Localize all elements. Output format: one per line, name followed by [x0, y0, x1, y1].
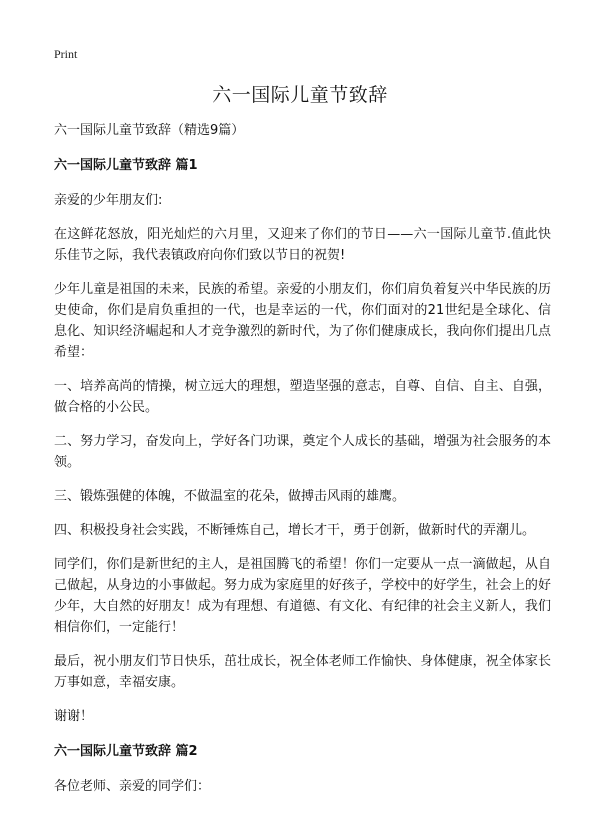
paragraph: 在这鲜花怒放，阳光灿烂的六月里，又迎来了你们的节日——六一国际儿童节.值此快乐佳节之际，我代表镇政府向你们致以节日的祝贺! — [54, 227, 551, 263]
paragraph: 谢谢！ — [54, 709, 94, 724]
document-body — [54, 122, 551, 810]
paragraph: 四、积极投身社会实践，不断锤炼自己，增长才干，勇于创新，做新时代的弄潮儿。 — [54, 523, 536, 538]
section-heading: 六一国际儿童节致辞 篇2 — [54, 744, 198, 759]
paragraph: 最后，祝小朋友们节日快乐，茁壮成长，祝全体老师工作愉快、身体健康，祝全体家长万事如意，幸福安康。 — [54, 654, 551, 690]
document-subtitle: 六一国际儿童节致辞（精选9篇） — [54, 123, 245, 138]
paragraph: 二、努力学习，奋发向上，学好各门功课，奠定个人成长的基础，增强为社会服务的本领。 — [54, 434, 551, 470]
paragraph: 少年儿童是祖国的未来，民族的希望。亲爱的小朋友们，你们肩负着复兴中华民族的历史使命，你们是肩负重担的一代，也是幸运的一代，你们面对的21世纪是全球化、信息化、知识经济崛起和人才竞争激烈的新时代，为了你们健康成长，我向你们提出几点希望： — [54, 282, 551, 360]
paragraph: 各位老师、亲爱的同学们： — [54, 779, 211, 794]
section-heading: 六一国际儿童节致辞 篇1 — [54, 158, 198, 173]
document-title: 六一国际儿童节致辞 — [212, 84, 388, 106]
print-link[interactable]: Print — [54, 47, 78, 61]
paragraph: 一、培养高尚的情操，树立远大的理想，塑造坚强的意志，自尊、自信、自主、自强，做合格的小公民。 — [54, 379, 551, 415]
paragraph: 同学们，你们是新世纪的主人，是祖国腾飞的希望！你们一定要从一点一滴做起，从自己做起，从身边的小事做起。努力成为家庭里的好孩子，学校中的好学生，社会上的好少年，大自然的好朋友！成为有理想、有道德、有文化、有纪律的社会主义新人，我们相信你们，一定能行！ — [54, 557, 551, 635]
paragraph: 亲爱的少年朋友们: — [54, 193, 163, 208]
paragraph: 三、锻炼强健的体魄，不做温室的花朵，做搏击风雨的雄鹰。 — [54, 489, 406, 504]
